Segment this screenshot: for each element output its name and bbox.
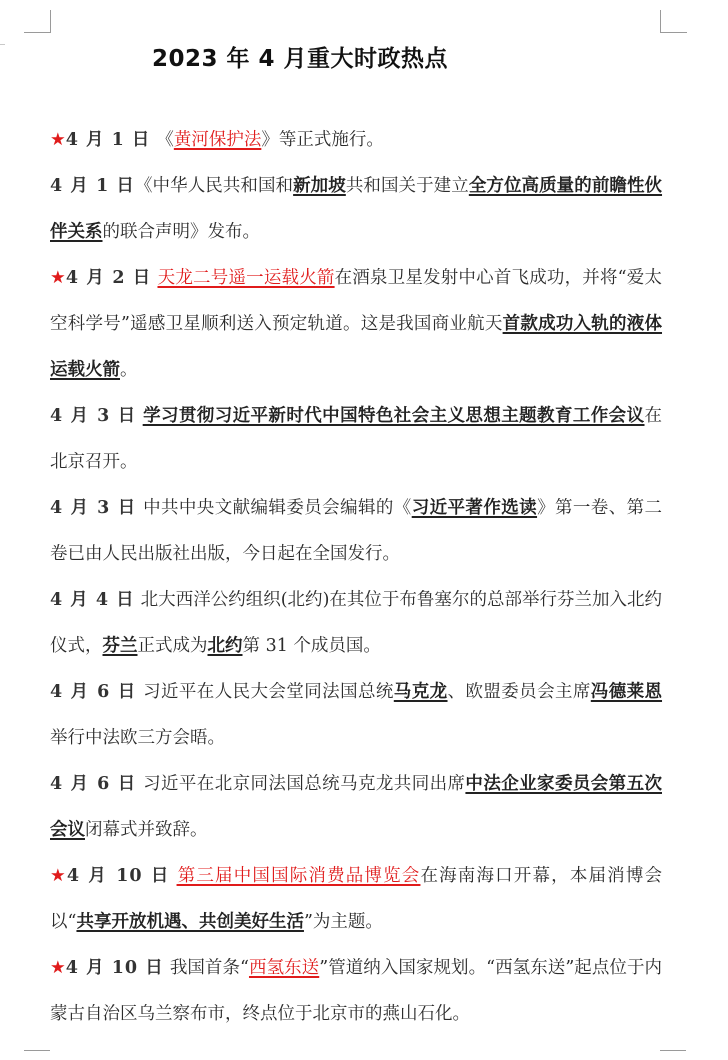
- highlight: 北约: [207, 636, 243, 656]
- item-date: 4 月 3 日: [50, 406, 137, 426]
- news-item-2: [50, 163, 662, 255]
- item-text: 在海南海口开幕，本届消博会以“: [50, 866, 663, 932]
- item-date: 4 月 3 日: [50, 498, 137, 518]
- item-text: 举行中法欧三方会晤。: [50, 728, 225, 748]
- highlight: 冯德莱恩: [590, 682, 663, 702]
- highlight: 共享开放机遇、共创美好生活: [76, 912, 304, 932]
- highlight: 马克龙: [393, 682, 448, 702]
- item-text: 第 31 个成员国。: [242, 636, 381, 656]
- item-text: ”管道纳入国家规划。“西氢东送”起点位于内蒙古自治区乌兰察布市，终点位于北京市的燕山石化。: [50, 958, 662, 1024]
- item-text: 《: [156, 130, 174, 150]
- item-text: 正式成为: [137, 636, 208, 656]
- highlight-red: 天龙二号遥一运载火箭: [157, 268, 335, 288]
- item-text: 。: [120, 360, 138, 380]
- margin-tick: [0, 44, 5, 45]
- news-item-1: [50, 117, 662, 163]
- item-text: 》等正式施行。: [261, 130, 384, 150]
- item-text: 、欧盟委员会主席: [447, 682, 591, 702]
- star-icon: ★: [50, 130, 66, 150]
- item-date: 4 月 2 日: [65, 268, 152, 288]
- star-icon: ★: [50, 866, 67, 886]
- item-date: 4 月 6 日: [50, 774, 137, 794]
- highlight: 新加坡: [293, 176, 346, 196]
- item-text: 《中华人民共和国和: [134, 176, 294, 196]
- item-text: 共和国关于建立: [345, 176, 469, 196]
- item-date: 4 月 1 日: [65, 130, 151, 150]
- news-item-4: [50, 393, 662, 485]
- highlight: 学习贯彻习近平新时代中国特色社会主义思想主题教育工作会议: [142, 406, 645, 426]
- news-item-5: [50, 485, 662, 577]
- page-title: 2023 年 4 月重大时政热点: [152, 46, 449, 72]
- item-text: 中共中央文献编辑委员会编辑的《: [142, 498, 412, 518]
- item-text: ”为主题。: [303, 912, 383, 932]
- news-item-9: [50, 853, 662, 945]
- highlight: 中法企业家委员会第五次会议: [50, 774, 662, 840]
- item-text: 我国首条“: [169, 958, 249, 978]
- crop-mark-top-right: [660, 10, 687, 33]
- item-text: 闭幕式并致辞。: [85, 820, 208, 840]
- news-item-6: [50, 577, 662, 669]
- item-date: 4 月 6 日: [50, 682, 137, 702]
- news-item-10: [50, 945, 662, 1037]
- item-date: 4 月 1 日: [50, 176, 135, 196]
- item-text: 在北京召开。: [50, 406, 662, 472]
- highlight: 全方位高质量的前瞻性伙伴关系: [50, 176, 663, 242]
- item-text: 在酒泉卫星发射中心首飞成功，并将“爱太空科学号”遥感卫星顺利送入预定轨道。这是我国商业航天: [50, 268, 662, 334]
- news-item-7: [50, 669, 662, 761]
- highlight: 习近平著作选读: [411, 498, 538, 518]
- highlight: 芬兰: [102, 636, 138, 656]
- item-text: 》第一卷、第二卷已由人民出版社出版，今日起在全国发行。: [50, 498, 663, 564]
- star-icon: ★: [50, 268, 66, 288]
- item-text: 的联合声明》发布。: [102, 222, 260, 242]
- document-body: [50, 117, 662, 1037]
- item-date: 4 月 10 日: [65, 958, 164, 978]
- news-item-3: [50, 255, 662, 393]
- highlight-red: 第三届中国国际消费品博览会: [176, 866, 421, 886]
- crop-mark-top-left: [24, 10, 51, 33]
- star-icon: ★: [50, 958, 66, 978]
- item-text: 习近平在人民大会堂同法国总统: [142, 682, 394, 702]
- item-text: 习近平在北京同法国总统马克龙共同出席: [142, 774, 466, 794]
- item-date: 4 月 10 日: [66, 866, 171, 886]
- highlight-red: 黄河保护法: [173, 130, 262, 150]
- item-text: 北大西洋公约组织(北约)在其位于布鲁塞尔的总部举行芬兰加入北约仪式，: [50, 590, 662, 656]
- news-item-8: [50, 761, 662, 853]
- item-date: 4 月 4 日: [50, 590, 135, 610]
- highlight: 首款成功入轨的液体运载火箭: [50, 314, 663, 380]
- highlight-red: 西氢东送: [248, 958, 320, 978]
